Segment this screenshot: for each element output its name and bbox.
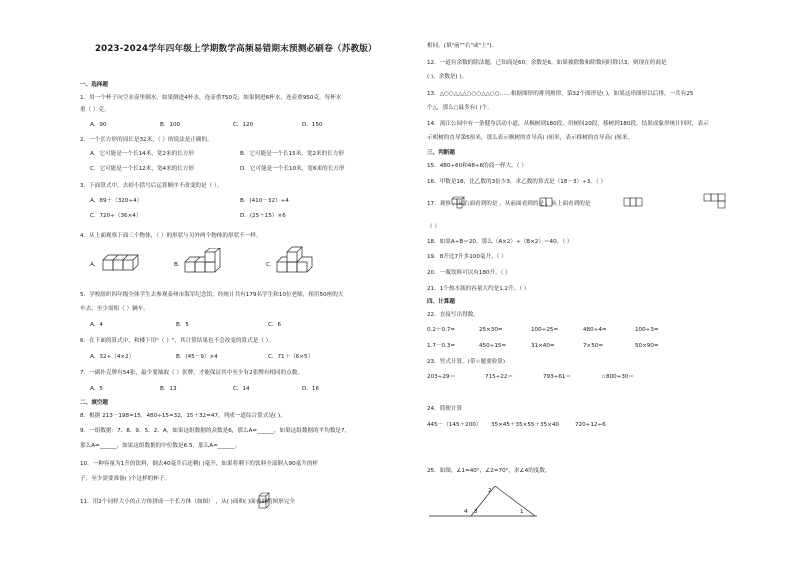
simplify-calc-3: 720÷12÷6 [575, 422, 606, 428]
question-10-line-1: 10．一种容量为1升的饮料，倒去40毫升后还剩( )毫升，如果将剩下的饮料全部倒入90毫升的杯 [80, 461, 319, 467]
q6-option-c: C．71＋（6×5） [268, 354, 314, 360]
q5-option-a: A．4 [90, 322, 103, 328]
question-9-line-1: 9．一组数据：7、8、9、5、2、A，如果这组数据的众数是6，那么A=______，如果这组数据的平均数是7， [80, 428, 351, 434]
vertical-calc-1: 203÷29＝ [427, 374, 456, 380]
q4-option-a: A． [90, 262, 100, 268]
calc-row1-item4: 480÷4= [583, 327, 607, 333]
page-title: 2023-2024学年四年级上学期数学高频易错期末预测必刷卷（苏教版） [95, 44, 377, 54]
cube-figure-b [184, 248, 224, 274]
question-22: 22．直接写出得数。 [427, 312, 479, 318]
q6-option-a: A．32÷（4×2） [90, 354, 135, 360]
question-24: 24．简便计算 [427, 406, 463, 412]
q1-option-b: B．100 [160, 122, 181, 128]
q17-right-view [539, 197, 553, 207]
question-1-line-2: 重（ ）克。 [80, 107, 110, 113]
section-calc-heading: 四、计算题 [427, 299, 455, 305]
question-1-line-1: 1．用一个杯子向空水壶里倒水，如果倒进4杯水，连壶重750克；如果倒进6杯水，连壶重950克，每杯水 [80, 95, 342, 101]
q3-option-c: C．720÷（36×4） [90, 213, 142, 219]
angle-label-1: 1 [520, 509, 524, 515]
q7-option-b: B．13 [160, 386, 177, 392]
question-13-line-1: 13．△○○△△△○○○△△○○……根据图形的排列规律，第32个图形是( )，如果这串图形以后排，一共有25 [427, 91, 694, 97]
question-23: 23．竖式计算。(带☆题要验算) [427, 359, 506, 365]
simplify-calc-1: 445－（145＋200） [427, 422, 482, 428]
q6-option-b: B．(45－9）×4 [176, 354, 218, 360]
cube-figure-c [276, 244, 316, 274]
question-17-line-1: 17．观察 ，从右面看到的是 ，从前面看到的是 ，从上面看到的是 [427, 201, 591, 207]
question-12-line-2: ( )，余数是( )。 [427, 74, 468, 80]
question-2: 2．一个长方形的周长是32米，（ ）的说法是正确的。 [80, 137, 213, 143]
question-21: 21．1个热水瓶的容量大约是1.2升。（ ） [427, 286, 530, 292]
q2-option-b: B．它可能是一个长15米，宽2米的长方形 [240, 151, 345, 157]
section-judge-heading: 三、判断题 [427, 150, 455, 156]
q17-solid-figure [451, 195, 465, 209]
question-16: 16．甲数是18，比乙数的3倍少3，求乙数的算式是（18－3）÷3。（ ） [427, 179, 607, 185]
question-4: 4．从上面观察下面三个物体，（ ）的形状与另外两个物体的形状不一样。 [80, 233, 262, 239]
calc-row1-item3: 100÷25= [531, 327, 559, 333]
q7-option-d: D．16 [302, 386, 320, 392]
q5-option-b: B．5 [176, 322, 189, 328]
q2-option-a: A．它可能是一个长14米，宽2米的长方形 [90, 151, 195, 157]
question-5-line-2: 车去，至少需租（ ）辆车。 [80, 306, 149, 312]
question-8: 8．根据 213－198=15，480÷15=32，15＋32=47，列成一道综合算式是( )。 [80, 413, 286, 419]
angle-label-3: 3 [474, 509, 478, 515]
question-25: 25．如图，∠1=40°，∠2=70°，求∠4的度数。 [427, 468, 551, 474]
calc-row2-item5: 50×90= [635, 343, 659, 349]
question-13-line-2: 个△，那么○最多有( )个。 [427, 105, 493, 111]
simplify-calc-2: 35×45＋35×55＋35×40 [491, 422, 559, 428]
q7-option-c: C．14 [233, 386, 250, 392]
section-fill-heading: 二、填空题 [80, 400, 108, 406]
angle-label-4: 4 [464, 509, 468, 515]
q3-option-b: B．(410－32）÷4 [240, 198, 289, 204]
calc-row1-item2: 25×30= [479, 327, 503, 333]
q2-option-c: C．它可能是一个长12米，宽4米的长方形 [90, 166, 195, 172]
question-10-line-2: 子，至少需要准备( )个这样的杯子。 [80, 476, 171, 482]
question-17-line-2: （ ） [427, 224, 440, 230]
calc-row1-item5: 100÷3= [635, 327, 659, 333]
question-19: 19．8升比7升多100毫升。（ ） [427, 254, 507, 260]
angle-label-2: 2 [488, 488, 492, 494]
cube-figure-a [102, 252, 148, 272]
vertical-calc-2: 715÷22＝ [485, 374, 514, 380]
q7-option-a: A．5 [90, 386, 103, 392]
section-choice-heading: 一、选择题 [80, 82, 108, 88]
calc-row2-item1: 1.7－0.3= [427, 343, 456, 349]
q1-option-d: D．150 [302, 122, 323, 128]
vertical-calc-3: 793÷61＝ [543, 374, 572, 380]
calc-row2-item4: 7×50= [583, 343, 604, 349]
q4-option-b: B． [174, 262, 184, 268]
question-7: 7．一副扑克牌有54张，最少要抽取（ ）张牌，才能保证其中至少有2张牌有相同的点数。 [80, 370, 303, 376]
question-9-line-2: 那么A=______，如果这组数据的中位数是6.5，那么A=______。 [80, 443, 241, 449]
q3-option-a: A．89＋（320÷4） [90, 198, 143, 204]
calc-row2-item2: 450÷15= [479, 343, 507, 349]
question-20: 20．一瓶饮料可以有180升。（ ） [427, 270, 511, 276]
question-14-line-1: 14．流江公园中有一条健身活动小道，从枫树到180段，用树间20段，移树到180段，结果成象形统计回时，表示 [427, 121, 709, 127]
question-11: 11．用2个同样大小的正方体拼成一个长方体（如图） ，从( )面和( )面看到的图形完全 [80, 499, 295, 505]
q17-front-view [623, 197, 643, 207]
q1-option-a: A．90 [90, 122, 107, 128]
q5-option-c: C．6 [268, 322, 282, 328]
question-15: 15．480÷60和48÷6的商一样大。（ ） [427, 163, 527, 169]
question-3: 3．下面算式中，去掉小括号后运算顺序不改变的是（ ）。 [80, 183, 223, 189]
question-14-line-2: 示相树的直导第5厘米，那么表示枫树的直导高( )厘米，表示移树的直导高( )厘米。 [427, 135, 634, 141]
calc-row2-item3: 31×40= [531, 343, 555, 349]
calc-row1-item1: 0.2＋0.7= [427, 327, 456, 333]
question-6: 6．在下面的算式中，和楼下用"（ ）"，其计算结果也不会改变的算式是（ ）。 [80, 338, 275, 344]
q3-option-d: D．(25＋15）×6 [240, 213, 286, 219]
vertical-calc-4: ☆800÷30＝ [601, 374, 635, 380]
question-18: 18．如果A÷B＝20，那么（A×2）÷（B×2）＝40。（ ） [427, 239, 573, 245]
question-11-continued: 相同。(填"前""右"或"上")。 [427, 43, 498, 49]
question-12-line-1: 12．一道有余数的除法题，已知商是60，余数是6。如果被除数和除数同时除以3，则现在的商是 [427, 60, 667, 66]
q1-option-c: C．120 [233, 122, 254, 128]
q2-option-d: D．它可能是一个长10米，宽6米的长方形 [240, 166, 345, 172]
q17-top-view [703, 193, 727, 211]
q4-option-c: C． [266, 262, 276, 268]
question-5-line-1: 5．学校组织四年级全体学生去参观泰州市海军纪念馆，经统计共有179名学生和10位老师，租用50座的大 [80, 292, 344, 298]
cuboid-figure [258, 492, 270, 510]
